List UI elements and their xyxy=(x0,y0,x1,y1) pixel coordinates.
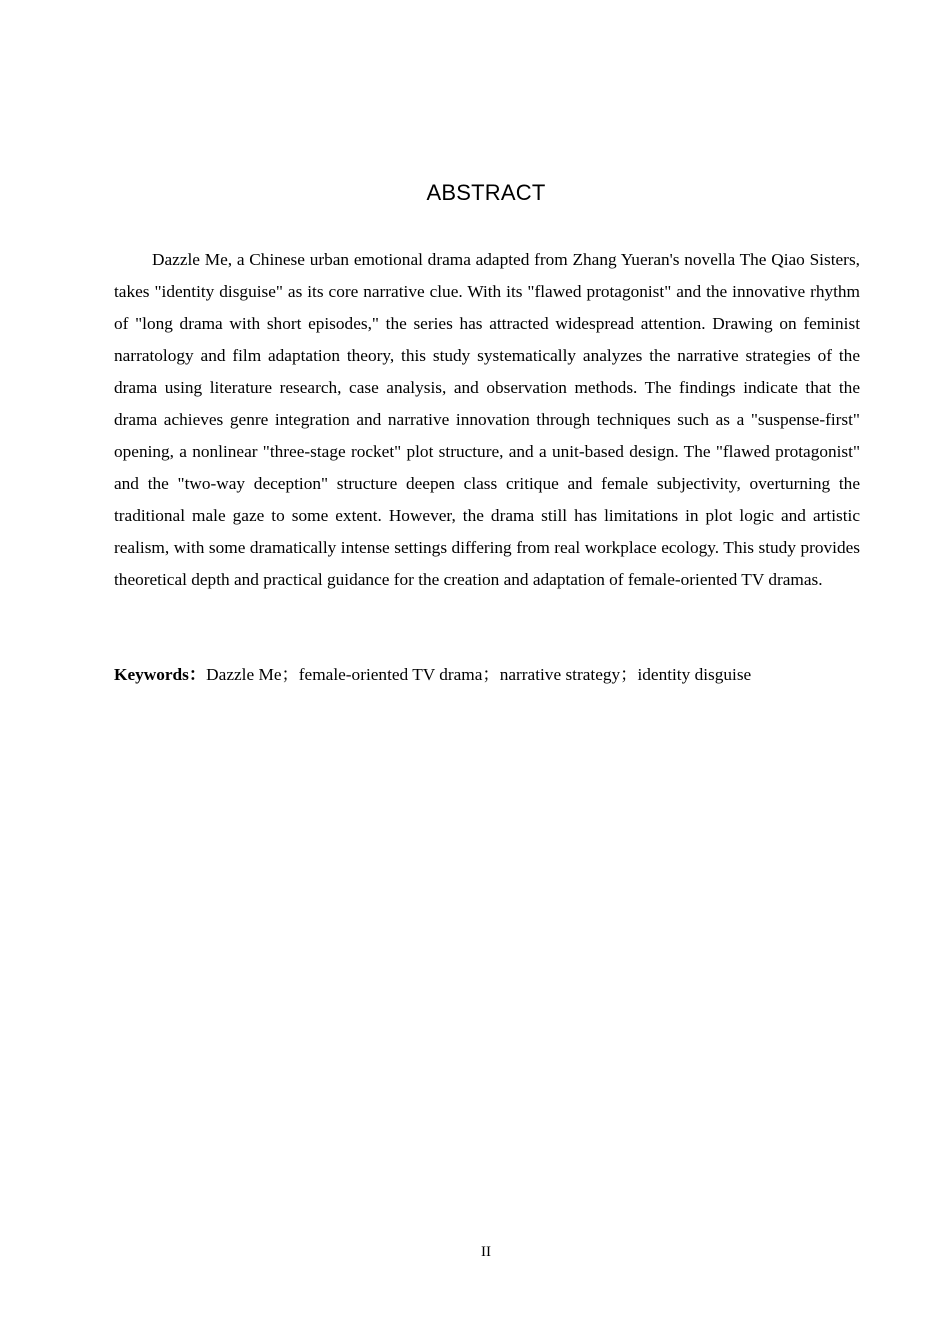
keyword-item: Dazzle Me xyxy=(206,665,282,684)
abstract-paragraph: Dazzle Me, a Chinese urban emotional drama adapted from Zhang Yueran's novella The Qiao Sisters, takes "identity disguise" as its core narrative clue. With its "flawed protagonist" and the innovative rhythm of "long drama with short episodes," the series has attracted widespread attention. Drawing on feminist narratology and film adaptation theory, this study systematically analyzes the narrative strategies of the drama using literature research, case analysis, and observation methods. The findings indicate that the drama achieves genre integration and narrative innovation through techniques such as a "suspense-first" opening, a nonlinear "three-stage rocket" plot structure, and a unit-based design. The "flawed protagonist" and the "two-way deception" structure deepen class critique and female subjectivity, overturning the traditional male gaze to some extent. However, the drama still has limitations in plot logic and artistic realism, with some dramatically intense settings differing from real workplace ecology. This study provides theoretical depth and practical guidance for the creation and adaptation of female-oriented TV dramas. xyxy=(114,250,860,589)
keyword-item: female-oriented TV drama xyxy=(298,665,483,684)
keyword-item: identity disguise xyxy=(637,665,752,684)
keyword-separator: ； xyxy=(620,665,638,684)
keyword-separator: ； xyxy=(482,665,500,684)
keywords-label: Keywords： xyxy=(114,665,207,684)
keyword-item: narrative strategy xyxy=(499,665,621,684)
abstract-heading: ABSTRACT xyxy=(426,180,546,205)
page-number: II xyxy=(481,1244,491,1260)
keyword-separator: ； xyxy=(281,665,299,684)
keywords-line xyxy=(114,659,860,691)
